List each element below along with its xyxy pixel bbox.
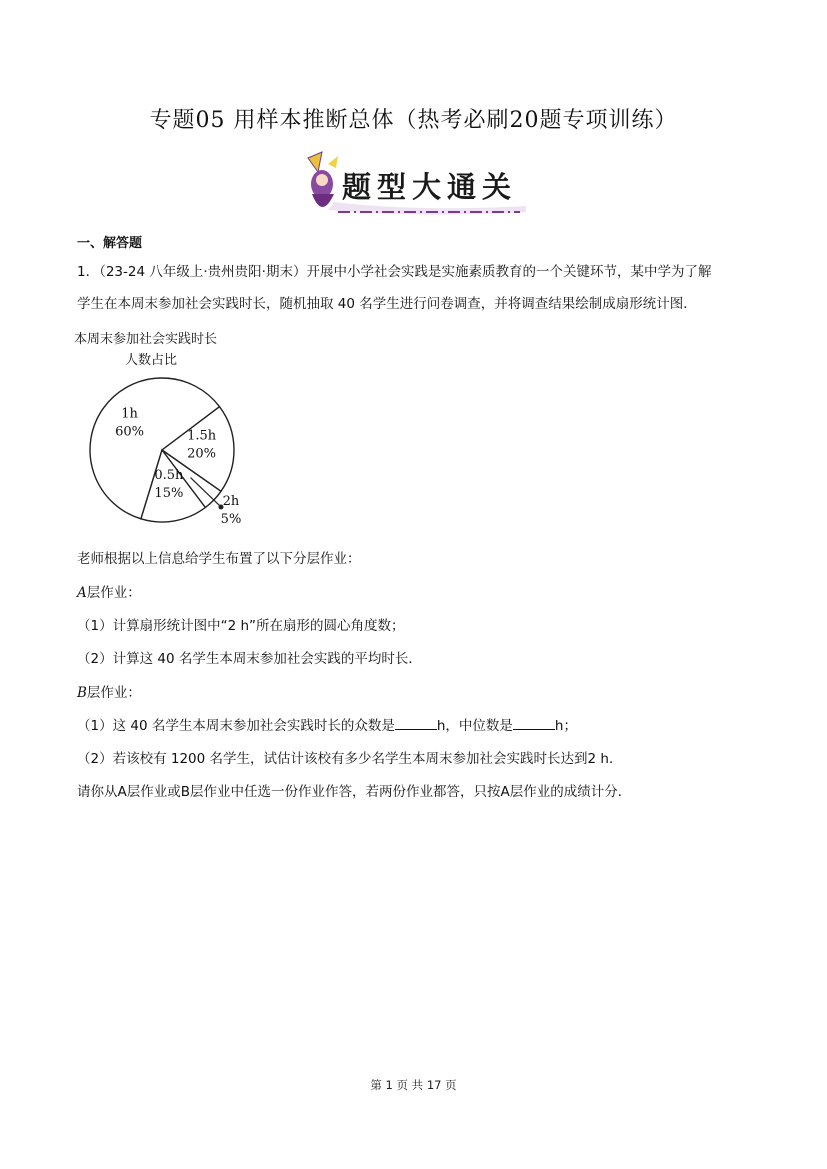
chart-subtitle: 人数占比: [125, 353, 178, 368]
pie-percent-0_5h: 15%: [154, 485, 184, 501]
layer-a-label: 层作业：: [86, 585, 141, 601]
intro-text: 老师根据以上信息给学生布置了以下分层作业：: [77, 551, 361, 567]
question-1: [77, 256, 757, 320]
pie-chart: [80, 368, 280, 533]
layer-b-q1-part3: h；: [554, 718, 577, 734]
page-footer: 第 1 页 共 17 页: [370, 1078, 457, 1092]
question-source: （23-24 八年级上·贵州贵阳·期末）: [99, 264, 307, 280]
layer-b-question-2: （2）若该校有 1200 名学生，试估计该校有多少名学生本周末参加社会实践时长达到2 h．: [77, 751, 623, 767]
banner-text: 题型大通关: [342, 170, 518, 204]
layer-b-label: 层作业：: [86, 685, 141, 701]
pie-percent-2h: 5%: [220, 511, 242, 527]
layer-b-heading: [77, 681, 141, 701]
answer-blank-median: [513, 717, 555, 730]
pie-percent-1h: 60%: [115, 424, 145, 440]
wizard-icon: [308, 152, 338, 207]
layer-a-question-2: （2）计算这 40 名学生本周末参加社会实践的平均时长．: [77, 651, 422, 667]
layer-b-question-1: [77, 714, 577, 734]
pie-label-2h: 2h: [222, 493, 240, 509]
section-heading: 一、解答题: [77, 236, 143, 251]
page-title: 专题05 用样本推断总体（热考必刷20题专项训练）: [149, 108, 678, 133]
pie-label-1_5h: 1.5h: [187, 428, 217, 444]
pie-label-0_5h: 0.5h: [154, 467, 184, 483]
layer-b-letter: B: [77, 685, 87, 701]
layer-a-question-1: （1）计算扇形统计图中“2 h”所在扇形的圆心角度数；: [77, 618, 405, 634]
pie-label-1h: 1h: [121, 406, 138, 422]
closing-text: 请你从A层作业或B层作业中任选一份作业作答，若两份作业都答，只按A层作业的成绩计分．: [77, 784, 632, 800]
answer-blank-mode: [395, 717, 437, 730]
chart-title: 本周末参加社会实践时长: [74, 332, 218, 347]
layer-b-q1-part2: h，中位数是: [436, 718, 513, 734]
question-text-line1: 开展中小学社会实践是实施素质教育的一个关键环节，某中学为了解: [306, 264, 712, 280]
layer-b-q1-part1: （1）这 40 名学生本周末参加社会实践时长的众数是: [77, 718, 395, 734]
question-text-line2: 学生在本周末参加社会实践时长，随机抽取 40 名学生进行问卷调查，并将调查结果绘制成扇形统计图．: [77, 296, 697, 312]
banner-image: [298, 150, 528, 222]
question-number: 1．: [77, 264, 100, 280]
pie-percent-1_5h: 20%: [187, 446, 217, 462]
layer-a-heading: [77, 581, 141, 601]
layer-a-letter: A: [77, 585, 87, 601]
